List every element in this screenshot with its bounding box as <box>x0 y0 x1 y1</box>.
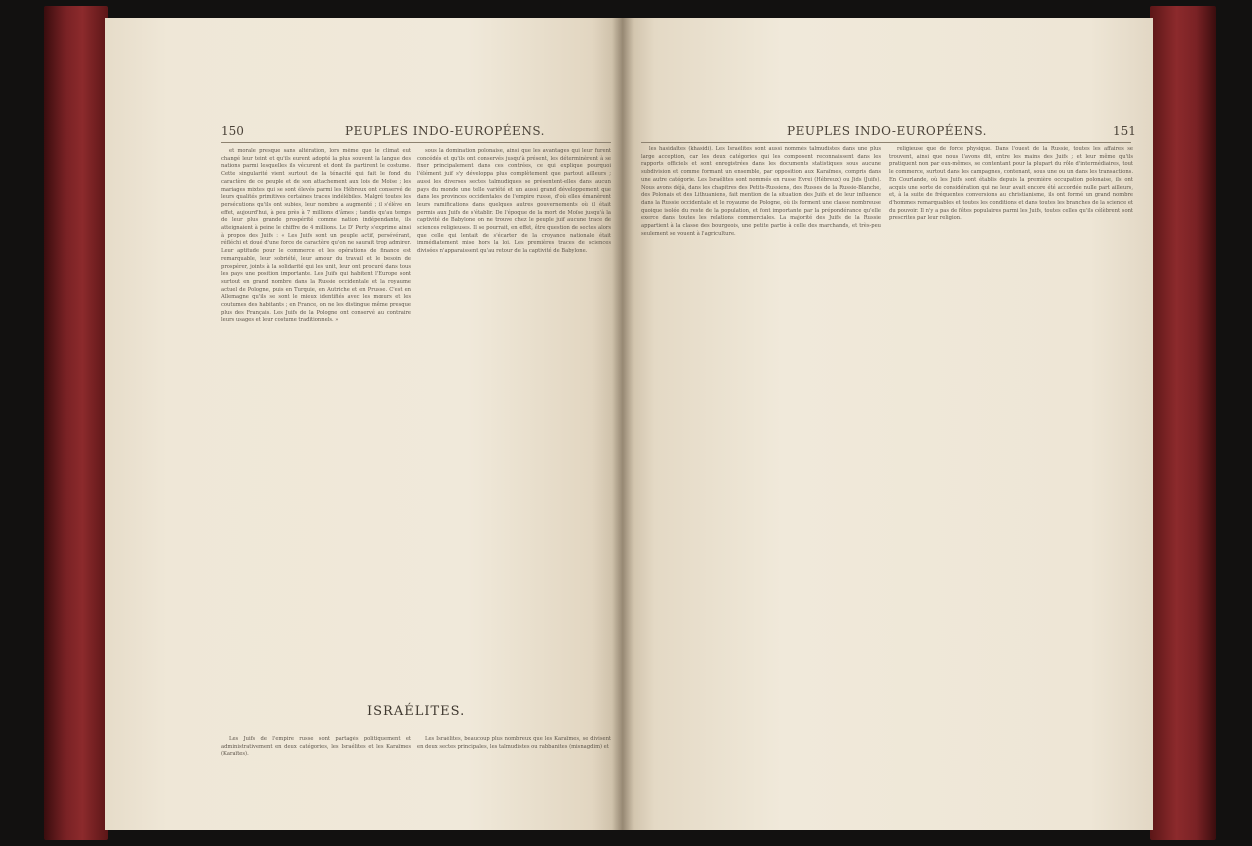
right-page-number: 151 <box>1113 124 1136 138</box>
left-header-rule <box>221 142 611 143</box>
left-bottom-text-2: Les Israélites, beaucoup plus nombreux que les Karaïmes, se divisent en deux sectes principales, les talmudistes ou rabbanites (misnagdim) et <box>417 736 611 750</box>
right-running-head: PEUPLES INDO-EUROPÉENS. <box>787 124 987 138</box>
right-column-2 <box>889 146 1133 782</box>
left-column-2-text: sous la domination polonaise, ainsi que les avantages qui leur furent concédés et qu'ils ont conservés jusqu'à présent, les déterminèrent à se fixer principalement dans ces contrées, ce qui explique pourquoi l'élément juif s'y développa plus complètement que partout ailleurs ; aussi les diverses sectes talmudiques se présentent-elles dans aucun pays du monde une telle variété et un aussi grand développement que dans les provinces occidentales de l'empire russe, d'où elles émanèrent leurs ramifications dans quelques autres gouvernements où il était permis aux Juifs de s'établir. De l'époque de la mort de Moïse jusqu'à la captivité de Babylone on ne trouve chez le peuple juif aucune trace de sciences religieuses. Il se pourrait, en effet, être question de sectes alors que celle qui lentait de s'écarter de la croyance nationale était immédiatement mise hors la loi. Les premières traces de sciences divisées n'apparaissent qu'au retour de la captivité de Babylone. <box>417 148 611 255</box>
left-column-1-text: et morale presque sans altération, lors même que le climat eut changé leur teint et qu'ils eurent adopté la plus souvent la langue des nations parmi lesquelles ils vécurent et dont ils partirent le costume. Cette singularité vient surtout de la ténacité qui fait le fond du caractère de ce peuple et de son attachement aux lois de Moïse ; les mariages mixtes qui se sont élevés parmi les Hébreux ont conservé de leurs qualités primitives certaines traces indélébiles. Malgré toutes les persécutions qu'ils ont subies, leur nombre a augmenté ; il s'élève en effet, aujourd'hui, à peu près à 7 millions d'âmes ; tandis qu'au temps de leur plus grande prospérité comme nation indépendante, ils atteignaient à peine le chiffre de 4 millions. Le D' Perty s'exprime ainsi à propos des Juifs : « Les Juifs sont un peuple actif, persévérant, réfléchi et doué d'une force de caractère qu'on ne saurait trop admirer. Leur aptitude pour le commerce et les opérations de finance est remarquable, leur sobriété, leur amour du travail et le besoin de prospérer, joints à la solidarité qui les unit, leur ont procuré dans tous les pays une position importante. Les Juifs qui habitent l'Europe sont surtout en grand nombre dans la Russie occidentale et la royaume actuel de Pologne, puis en Turquie, en Autriche et en Prusse. C'est en Allemagne qu'ils se sont le mieux identifiés avec les mœurs et les coutumes des habitants ; en France, on ne les distingue même presque plus des Français. Les Juifs de la Pologne ont conservé au contraire leurs usages et leur costume traditionnels. » <box>221 148 411 324</box>
left-page <box>105 18 623 830</box>
left-page-number: 150 <box>221 124 244 138</box>
right-book-cover <box>1150 6 1216 840</box>
left-bottom-column-1 <box>221 736 411 776</box>
right-column-2-text: religieuse que de force physique. Dans l'ouest de la Russie, toutes les affaires se trouvent, ainsi que nous l'avons dit, entre les mains des Juifs ; et leur même qu'ils pratiquent non par eux-mêmes, se contentant pour la plupart du rôle d'intermédiaires, tout le commerce, surtout dans les campagnes, contenant, sous une ou un dans les transactions. En Courlande, où les Juifs sont établis depuis la première occupation polonaise, ils ont acquis une sorte de considération qui ne leur avait encore été accordée nulle part ailleurs, et, à la suite de fréquentes conversions au christianisme, ils ont formé un grand nombre d'hommes remarquables et toutes les conditions et dans toutes les branches de la science et du pouvoir. Il n'y a pas de fêtes populaires parmi les Juifs, toutes celles qu'ils célèbrent sont prescrites par leur religion. <box>889 146 1133 222</box>
left-column-1 <box>221 148 411 688</box>
left-running-head: PEUPLES INDO-EUROPÉENS. <box>345 124 545 138</box>
right-page <box>623 18 1153 830</box>
section-title-israelites: ISRAÉLITES. <box>367 704 466 719</box>
right-column-1 <box>641 146 881 782</box>
left-bottom-text-1: Les Juifs de l'empire russe sont partagés politiquement et administrativement en deux catégories, les Israélites et les Karaïmes (Karaïtes). <box>221 736 411 758</box>
right-column-1-text: les hasidaïtes (khasidi). Les Israélites sont aussi nommés talmudistes dans une plus large acception, car les deux catégories qui les composent reconnaissent dans les rapports officiels et sont enregistrées dans les documents statistiques sous aucune subdivision et comme formant un ensemble, par opposition aux Karaïmes, compris dans une autre catégorie. Les Israélites sont nommés en russe Evrei (Hébreux) ou Jids (Juifs). Nous avons déjà, dans les chapitres des Petits-Russiens, des Russes de la Russie-Blanche, des Polonais et des Lithuaniens, fait mention de la situation des Juifs et de leur influence dans la Russie occidentale et le royaume de Pologne, où ils forment une classe nombreuse quoique isolée du reste de la population, et font importante par la prépondérance qu'elle exerce dans toutes les relations commerciales. La majorité des Juifs de la Russie appartient à la classe des bourgeois, une petite partie à celle des marchands, et très-peu seulement se vouent à l'agriculture. <box>641 146 881 237</box>
left-book-cover <box>44 6 108 840</box>
left-column-2 <box>417 148 611 688</box>
left-bottom-column-2 <box>417 736 611 776</box>
right-header-rule <box>641 142 1131 143</box>
book-gutter <box>612 18 634 830</box>
